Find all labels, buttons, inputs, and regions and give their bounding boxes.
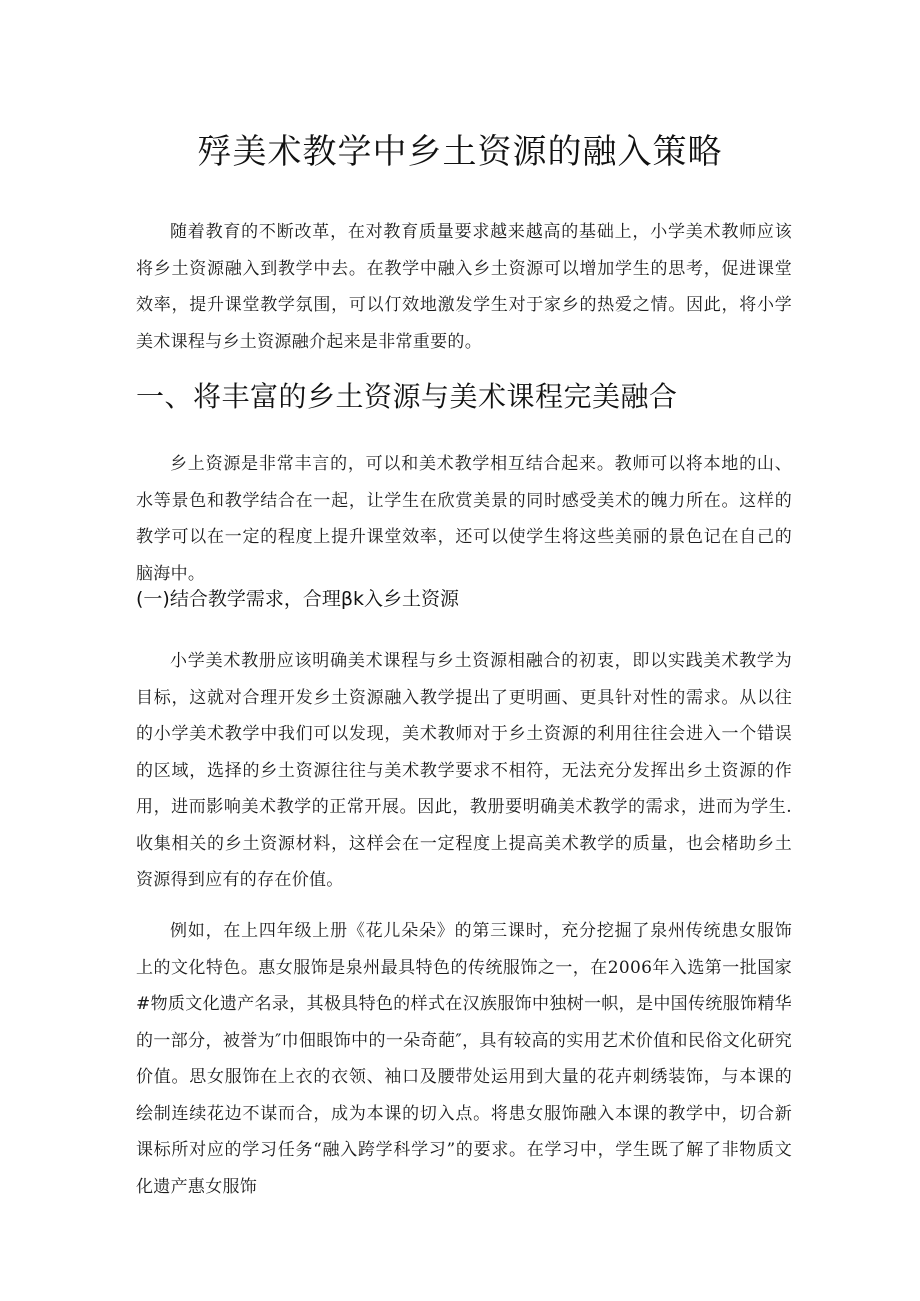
document-title: 殍美术教学中乡土资源的融入策略 (197, 132, 723, 172)
subsection-paragraph: 小学美术教册应该明确美术课程与乡土资源相融合的初衷，即以实践美术教学为目标，这就对合理开发乡土资源融入教学提出了更明画、更具针对性的需求。从以往的小学美术教学中我们可以发现，美术教师对于乡土资源的利用往往会进入一个错误的区域，选择的乡土资源往往与美术教学要求不相符，无法充分发挥出乡土资源的作用，进而影响美术教学的正常开展。因此，教册要明确美术教学的需求，进而为学生.收集相关的乡土资源材料，这样会在一定程度上提高美术教学的质量，也会楮助乡土资源得到应有的存在价值。 (136, 651, 792, 890)
intro-paragraph: 随着教育的不断改革，在对教育质量要求越来越高的基础上，小学美术教师应该将乡土资源融入到教学中去。在教学中融入乡土资源可以增加学生的思考，促进课堂效率，提升课堂教学氛围，可以仃效地激发学生对于家乡的热爱之情。因此，将小学美术课程与乡土资源融介起来是非常重要的。 (136, 222, 792, 352)
section-heading: 一、将丰富的乡土资源与美术课程完美融合 (136, 380, 678, 413)
example-paragraph: 例如，在上四年级上册《花儿朵朵》的第三课时，充分挖掘了泉州传统患女服饰上的文化特色。惠女服饰是泉州最具特色的传统服饰之一，在2006年入选第一批国家#物质文化遗产名录，其极具特色的样式在汉族服饰中独树一帜，是中国传统服饰精华的一部分，被誉为″巾佃眼饰中的一朵奇葩″，具有较高的实用艺术价值和民俗文化研究价值。思女服饰在上衣的衣领、袖口及腰带处运用到大量的花卉刺绣装饰，与本课的绘制连续花边不谋而合，成为本课的切入点。将患女服饰融入本课的教学中，切合新课标所对应的学习任务“融入跨学科学习”的要求。在学习中，学生既了解了非物质文化遗产惠女服饰 (136, 921, 792, 1197)
section-paragraph: 乡上资源是非常丰言的，可以和美术教学相互结合起来。教师可以将本地的山、水等景色和教学结合在一起，让学生在欣赏美景的同时感受美术的魄力所在。这样的教学可以在一定的程度上提升课堂效率，还可以使学生将这些美丽的景色记在自己的脑海中。 (136, 454, 792, 584)
subsection-heading: (一)结合教学需求，合理βk入乡土资源 (136, 588, 459, 610)
